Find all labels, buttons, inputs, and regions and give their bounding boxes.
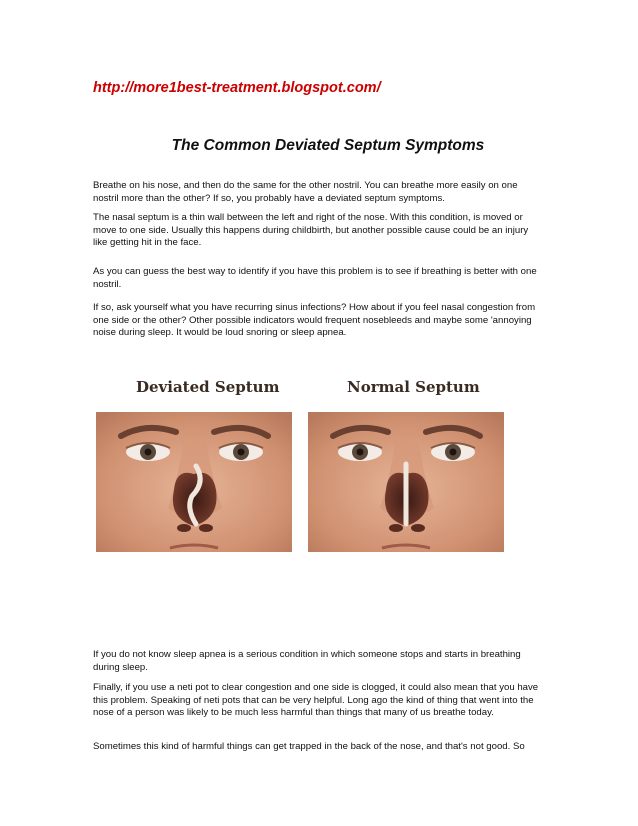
paragraph-7: Sometimes this kind of harmful things can get trapped in the back of the nose, and that's not good. So <box>93 741 525 752</box>
nose-illustrations <box>96 378 540 556</box>
paragraph-6: Finally, if you use a neti pot to clear congestion and one side is clogged, it could also mean that you have this problem. Speaking of neti pots that can be very helpful. Long ago the kind of thing that went into the nose of a person was likely to be much less harmful than things that many of us breathe today. <box>93 682 539 719</box>
normal-septum-label: Normal Septum <box>347 378 480 396</box>
article-title: The Common Deviated Septum Symptoms <box>171 137 485 154</box>
deviated-face-image <box>96 412 292 552</box>
paragraph-4: If so, ask yourself what you have recurring sinus infections? How about if you feel nasal congestion from one side or the other? Other possible indicators would frequent nosebleeds and maybe some 'annoying noise during sleep. It would be loud snoring or sleep apnea. <box>93 302 536 339</box>
paragraph-2: The nasal septum is a thin wall between the left and right of the nose. With this condition, is moved or move to one side. Usually this happens during childbirth, but another possible cause could be an injury like getting hit in the face. <box>93 212 529 249</box>
paragraph-5: If you do not know sleep apnea is a serious condition in which someone stops and starts in breathing during sleep. <box>93 649 521 673</box>
paragraph-3: As you can guess the best way to identify if you have this problem is to see if breathing is better with one nostril. <box>93 266 537 290</box>
deviated-septum-label: Deviated Septum <box>136 378 280 396</box>
normal-face-image <box>308 412 504 552</box>
paragraph-1: Breathe on his nose, and then do the same for the other nostril. You can breathe more easily on one nostril more than the other? If so, you probably have a deviated septum symptoms. <box>93 180 518 204</box>
blog-url-link[interactable]: http://more1best-treatment.blogspot.com/ <box>93 80 381 96</box>
septum-comparison-figure <box>96 378 540 556</box>
